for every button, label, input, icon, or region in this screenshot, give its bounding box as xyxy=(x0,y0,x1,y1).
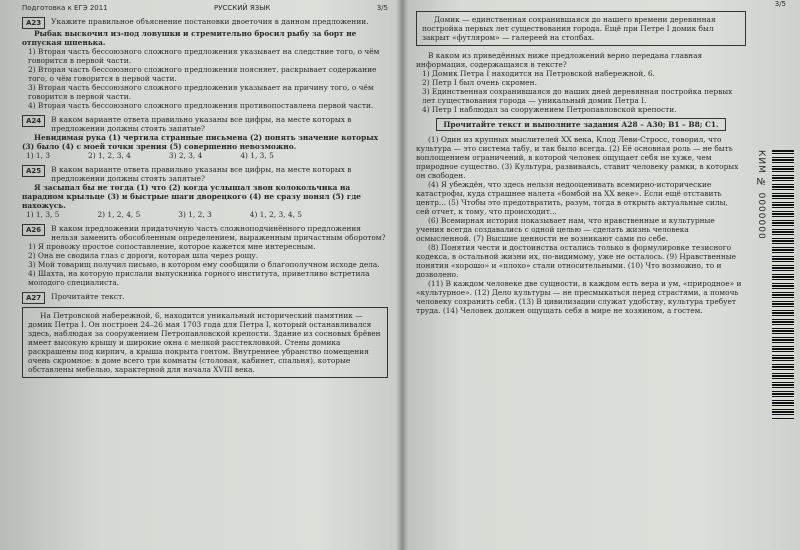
answer-option: 2) Она не сводила глаз с дороги, которая шла через рощу. xyxy=(28,251,259,260)
task-a26 xyxy=(22,224,388,242)
answer-option: 1) 1, 3, 5 xyxy=(26,210,60,219)
answer-option: 1) Вторая часть бессоюзного сложного предложения указывает на следствие того, о чём говорится в первой части. xyxy=(28,47,380,65)
task-a25 xyxy=(22,165,388,183)
answer-option: 2) 1, 2, 4, 5 xyxy=(97,210,141,219)
answer-option: 4) Вторая часть бессоюзного сложного предложения противопоставлена первой части. xyxy=(28,101,374,110)
task-sentence: Невидимая рука (1) чертила странные письмена (2) понять значение которых (3) было (4) с моей точки зрения (5) совершенно невозможно. xyxy=(22,133,379,151)
answer-option: 1) 1, 3 xyxy=(26,151,51,160)
task-prompt: Укажите правильное объяснение постановки двоеточия в данном предложении. xyxy=(51,17,369,26)
variant-code: КИМ № 0000000 xyxy=(756,150,766,240)
text-paragraph: (6) Всемирная история показывает нам, что нравственные и культурные учения всегда создавались с одной целью — сделать жизнь человека осмысленной. (7) Высшие ценности не возникают сами по себе. xyxy=(416,216,715,243)
main-text xyxy=(416,135,742,315)
question-text: В каком из приведённых ниже предложений верно передана главная информация, содержащаяся в тексте? xyxy=(416,51,703,69)
page-header xyxy=(416,0,786,8)
answer-option: 3) 1, 2, 3 xyxy=(178,210,212,219)
task-a24 xyxy=(22,115,388,133)
answer-option: 2) Петр I был очень скромен. xyxy=(422,78,537,87)
answer-option: 3) Мой товарищ получил письмо, в котором ему сообщили о благополучном исходе дела. xyxy=(28,260,380,269)
header-page-number: 3/5 xyxy=(376,4,388,12)
header-subject: РУССКИЙ ЯЗЫК xyxy=(213,4,271,12)
task-prompt: В каком варианте ответа правильно указаны все цифры, на месте которых в предложении должны стоять запятые? xyxy=(51,165,352,183)
answer-option: 4) Шахта, на которую прислали выпускника горного института, приветливо встретила молодого специалиста. xyxy=(28,269,370,287)
barcode xyxy=(772,150,794,420)
task-a23 xyxy=(22,17,388,29)
answer-option: 4) 1, 2, 3, 4, 5 xyxy=(249,210,302,219)
answer-option: 4) 1, 3, 5 xyxy=(240,151,274,160)
text-paragraph: (8) Понятия чести и достоинства остались только в формулировке тезисного кодекса, в остальной жизни их, по-видимому, уже не осталось. (9) Нравственные понятия «хорошо» и «плохо» стали относительными. (10) Что возможно, то и дозволено. xyxy=(416,243,737,279)
text-paragraph: (1) Один из крупных мыслителей XX века, Клод Леви-Стросс, говорил, что культура — это система табу, и так было всегда. (2) Её основная роль — не быть воплощением ограничений, в которой человек ощущает себя не хуже, чем природное существо. (3) Культура, развиваясь, ставит человеку рамки, в которых он свободен. xyxy=(416,135,739,180)
right-page xyxy=(402,0,800,550)
task-label: А25 xyxy=(22,165,45,177)
text-paragraph: (4) Я убеждён, что здесь нельзя недооценивать всемирно-исторические катастрофы, куда страшнее налета «бомбой на ХХ веке». Если ещё отставить центр... (5) Чтобы это предотвратить, разум, тогда в открыть актуальные силы, сей отчет, к тому, что происходит... xyxy=(416,180,728,216)
header-page-number: 3/5 xyxy=(774,0,786,8)
reading-text-box xyxy=(22,307,388,378)
reading-text: На Петровской набережной, 6, находится уникальный исторический памятник — домик Петра I. Он построен 24–26 мая 1703 года для Петра I, который останавливался здесь, наблюдая за сооружением Петропавловской крепости. Здание из сосновых брёвен имеет высокую крышу и широкие окна с мелкой расстекловкой. Стены домика раскрашены под кирпич, а крыша покрыта гонтом. Внутреннее убранство помещения очень скромное: в доме всего три комнаты (столовая, кабинет, спальня), которые обставлены мебелью, характерной для начала XVIII века. xyxy=(28,311,381,374)
page-header xyxy=(22,4,388,12)
answer-row xyxy=(22,151,388,160)
answer-option: 1) Я провожу простое сопоставление, которое кажется мне интересным. xyxy=(28,242,316,251)
task-label: А23 xyxy=(22,17,45,29)
answer-option: 4) Петр I наблюдал за сооружением Петропавловской крепости. xyxy=(422,105,677,114)
task-label: А27 xyxy=(22,292,45,304)
page-fold-shadow xyxy=(396,0,408,550)
header-course: Подготовка к ЕГЭ 2011 xyxy=(22,4,108,12)
answer-option: 3) Единственная сохранившаяся до наших дней деревянная постройка первых лет существования города — уникальный домик Петра I. xyxy=(422,87,733,105)
answer-option: 3) Вторая часть бессоюзного сложного предложения указывает на причину того, о чём говорится в первой части. xyxy=(28,83,374,101)
task-prompt: В каком предложении придаточную часть сложноподчинённого предложения нельзя заменить обособленным определением, выраженным причастным оборотом? xyxy=(51,224,386,242)
answer-option: 1) Домик Петра I находится на Петровской набережной, 6. xyxy=(422,69,655,78)
task-prompt: Прочитайте текст. xyxy=(51,292,125,301)
note-text: Домик — единственная сохранившаяся до нашего времени деревянная постройка первых лет существования города. Ещё при Петре I домик был закрыт «футляром» — галереей на столбах. xyxy=(422,15,716,42)
answer-option: 2) 1, 2, 3, 4 xyxy=(88,151,131,160)
task-a27 xyxy=(22,292,388,304)
task-sentence: Рыбак выскочил из-под ловушки и стремительно бросил рыбу за борт не отпуская шпенька. xyxy=(22,29,357,47)
answer-option: 3) 2, 3, 4 xyxy=(168,151,203,160)
answer-row xyxy=(22,210,388,219)
text-paragraph: (11) В каждом человеке две сущности, в каждом есть вера и ум, «природное» и «культурное». (12) Дело культуры — не пресмыкаться перед страстями, а помочь человеку сохранить себя. (13) В цивилизации служат удобству, культура требует труда. (14) Человек должен ощущать себя в мире не хозяином, а гостем. xyxy=(416,279,742,315)
note-box xyxy=(416,11,746,46)
instruction-banner xyxy=(436,118,726,131)
task-sentence: Я засыпал бы не тогда (1) что (2) когда услышал звон колокольчика на парадном крыльце (3) и быстрые шаги дворецкого (4) не сразу понял (5) где нахожусь. xyxy=(22,183,361,210)
answer-option: 2) Вторая часть бессоюзного сложного предложения поясняет, раскрывает содержание того, о чём говорится в первой части. xyxy=(28,65,377,83)
task-label: А26 xyxy=(22,224,45,236)
task-label: А24 xyxy=(22,115,45,127)
instruction-text: Прочитайте текст и выполните задания А28 – А30; В1 – В8; С1. xyxy=(443,120,719,129)
task-prompt: В каком варианте ответа правильно указаны все цифры, на месте которых в предложении должны стоять запятые? xyxy=(51,115,352,133)
